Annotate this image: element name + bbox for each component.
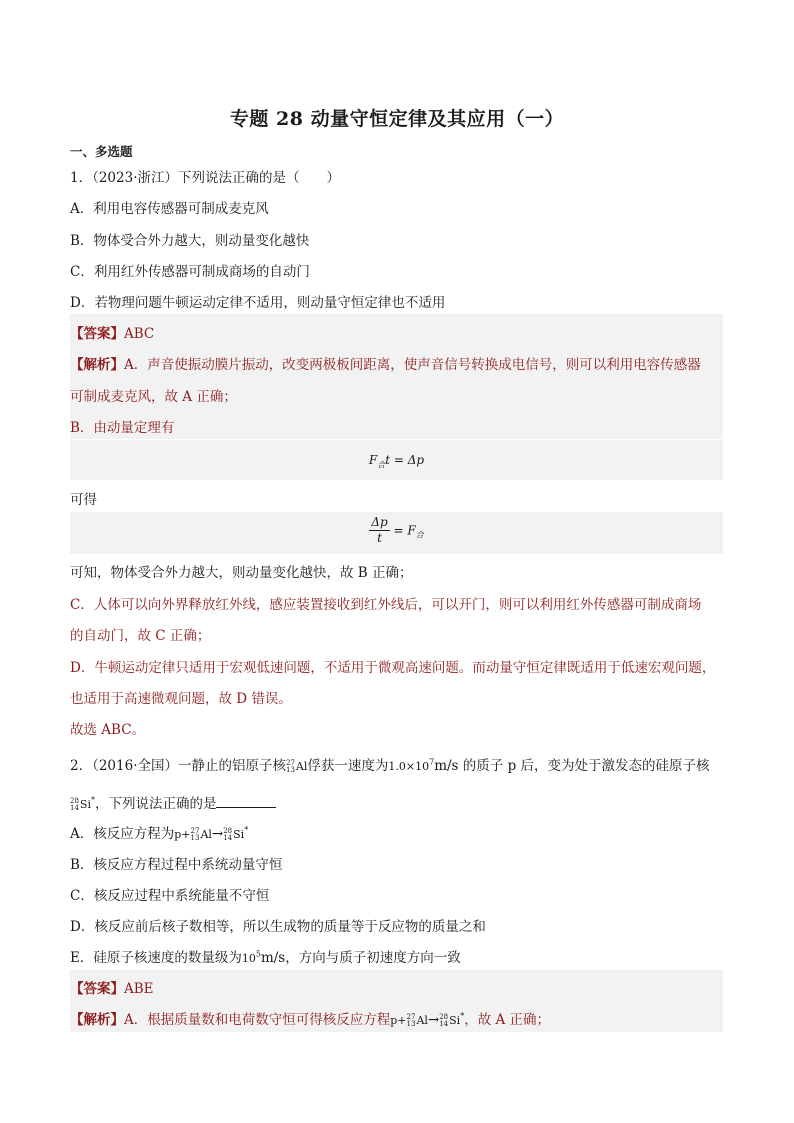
si-nuclide-numbers <box>223 828 232 842</box>
q2-stem-part: m/s 的质子 p 后，变为处于激发态的硅原子核 <box>434 758 710 774</box>
page-title: 专题 28 动量守恒定律及其应用（一） <box>229 108 565 130</box>
answer-value: ABC <box>124 326 155 342</box>
excited-mark: * <box>460 1011 465 1021</box>
q1-option-a: A．利用电容传感器可制成麦克风 <box>70 201 269 217</box>
al-nuclide-numbers <box>407 1014 416 1028</box>
answer-value: ABE <box>124 981 154 997</box>
si-symbol: Si <box>233 828 245 841</box>
q2-stem-part: 2．（2016·全国）一静止的铝原子核 <box>70 758 286 774</box>
analysis-text: A．根据质量数和电荷数守恒可得核反应方程 <box>124 1012 391 1028</box>
al-atomic-number: 13 <box>406 1019 416 1028</box>
excited-mark: * <box>244 825 249 835</box>
magnitude-exponent: 5 <box>255 949 261 959</box>
answer-label: 【答案】 <box>70 326 124 342</box>
question-2-stem-line-1 <box>70 754 710 774</box>
q2-option-a <box>70 822 248 842</box>
formula-force: F <box>368 453 378 467</box>
q2-option-d: D．核反应前后核子数相等，所以生成物的质量等于反应物的质量之和 <box>70 919 486 935</box>
q1-analysis-line-4: 可得 <box>70 492 97 508</box>
reaction-arrow: → <box>427 1012 440 1028</box>
fraction <box>369 515 389 546</box>
q1-analysis-line-3: B．由动量定理有 <box>70 420 175 436</box>
q2-stem-part: ，下列说法正确的是 <box>94 796 217 812</box>
si-atomic-number: 14 <box>439 1019 449 1028</box>
si-nuclide-numbers <box>70 798 79 812</box>
q1-conclusion: 故选 ABC。 <box>70 722 146 738</box>
q1-analysis-line-8: D．牛顿运动定律只适用于宏观低速问题，不适用于微观高速问题。而动量守恒定律既适用于低速宏观问题， <box>70 660 716 676</box>
formula-momentum-theorem <box>70 440 723 480</box>
analysis-text: ，故 A 正确； <box>464 1012 551 1028</box>
si-symbol: Si <box>79 798 91 811</box>
q2-answer <box>70 977 154 997</box>
q1-analysis-line-9: 也适用于高速微观问题，故 D 错误。 <box>70 691 292 707</box>
q1-analysis-line-5: 可知，物体受合外力越大，则动量变化越快，故 B 正确； <box>70 565 413 581</box>
si-nuclide-numbers <box>439 1014 448 1028</box>
q2-option-e <box>70 946 461 966</box>
q2-option-c: C．核反应过程中系统能量不守恒 <box>70 888 270 904</box>
magnitude-base: 10 <box>241 952 256 965</box>
q2-option-b: B．核反应方程过程中系统动量守恒 <box>70 857 283 873</box>
formula-rhs: = F <box>393 523 416 538</box>
si-mass-number: 28 <box>439 1012 449 1021</box>
excited-mark: * <box>90 795 95 805</box>
si-atomic-number: 14 <box>223 833 233 842</box>
option-e-text: m/s，方向与质子初速度方向一致 <box>260 950 461 966</box>
section-heading: 一、多选题 <box>70 144 133 159</box>
si-mass-number: 28 <box>70 796 79 805</box>
proton-symbol: p+ <box>390 1014 407 1027</box>
q1-option-c: C．利用红外传感器可制成商场的自动门 <box>70 264 310 280</box>
si-mass-number: 28 <box>223 826 233 835</box>
formula-sub: 合 <box>415 530 424 540</box>
proton-symbol: p+ <box>174 828 191 841</box>
al-atomic-number: 13 <box>190 833 200 842</box>
proton-speed: 1.0×10 <box>388 760 430 773</box>
question-1-stem: 1．（2023·浙江）下列说法正确的是（ ） <box>70 170 340 186</box>
reaction-arrow: → <box>211 826 224 842</box>
analysis-label: 【解析】 <box>70 1012 124 1028</box>
q1-analysis-line-1 <box>70 353 701 373</box>
al-symbol: Al <box>200 828 212 841</box>
al-mass-number: 27 <box>286 758 295 767</box>
si-atomic-number: 14 <box>70 803 79 812</box>
q2-stem-part: 俘获一速度为 <box>307 758 389 774</box>
q2-analysis-line-1 <box>70 1008 550 1028</box>
fraction-numerator: Δp <box>371 515 388 529</box>
al-mass-number: 27 <box>190 826 200 835</box>
formula-rhs: t = Δp <box>385 453 425 467</box>
q1-analysis-line-7: 的自动门，故 C 正确； <box>70 628 211 644</box>
al-mass-number: 27 <box>406 1012 416 1021</box>
q1-analysis-line-2: 可制成麦克风，故 A 正确； <box>70 389 237 405</box>
analysis-text: A．声音使振动膜片振动，改变两极板间距离，使声音信号转换成电信号，则可以利用电容传感器 <box>124 357 701 373</box>
formula-sub: 合 <box>377 460 386 470</box>
option-a-label: A．核反应方程为 <box>70 826 175 842</box>
answer-blank[interactable] <box>216 795 276 808</box>
fraction-denominator: t <box>377 531 382 545</box>
al-atomic-number: 13 <box>286 765 295 774</box>
analysis-label: 【解析】 <box>70 357 124 373</box>
option-e-label: E．硅原子核速度的数量级为 <box>70 950 242 966</box>
q1-answer <box>70 322 154 342</box>
al-symbol: Al <box>295 760 308 773</box>
q1-analysis-line-6: C．人体可以向外界释放红外线，感应装置接收到红外线后，可以开门，则可以利用红外传感器可制成商场 <box>70 597 702 613</box>
al-nuclide-numbers <box>286 760 295 774</box>
al-symbol: Al <box>416 1014 428 1027</box>
speed-exponent: 7 <box>429 757 435 767</box>
al-nuclide-numbers <box>191 828 200 842</box>
question-2-stem-line-2 <box>70 792 276 812</box>
si-symbol: Si <box>449 1014 461 1027</box>
q1-option-d: D．若物理问题牛顿运动定律不适用，则动量守恒定律也不适用 <box>70 295 446 311</box>
q1-option-b: B．物体受合外力越大，则动量变化越快 <box>70 233 310 249</box>
answer-label: 【答案】 <box>70 981 124 997</box>
formula-derived <box>70 512 723 554</box>
